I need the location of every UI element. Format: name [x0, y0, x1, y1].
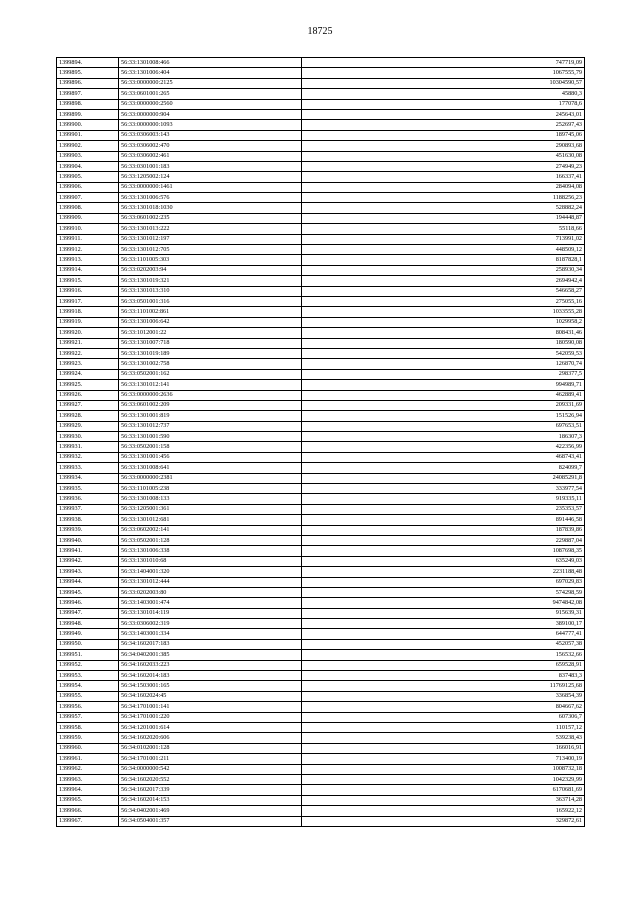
row-number-cell: 1399939.: [57, 525, 119, 535]
cadastral-value-cell: 539238,43: [302, 733, 585, 743]
cadastral-number-cell: 56:33:1101002:861: [119, 307, 302, 317]
cadastral-value-cell: 2231188,48: [302, 567, 585, 577]
row-number-cell: 1399966.: [57, 806, 119, 816]
table-row: [57, 733, 585, 743]
table-row: [57, 68, 585, 78]
cadastral-value-cell: 837483,3: [302, 671, 585, 681]
row-number-cell: 1399940.: [57, 535, 119, 545]
cadastral-number-cell: 56:33:0000000:1093: [119, 120, 302, 130]
row-number-cell: 1399950.: [57, 639, 119, 649]
cadastral-value-cell: 110157,12: [302, 723, 585, 733]
row-number-cell: 1399903.: [57, 151, 119, 161]
cadastral-number-cell: 56:34:1201001:614: [119, 723, 302, 733]
row-number-cell: 1399951.: [57, 650, 119, 660]
row-number-cell: 1399957.: [57, 712, 119, 722]
cadastral-value-cell: 994989,71: [302, 380, 585, 390]
cadastral-number-cell: 56:33:0202003:94: [119, 265, 302, 275]
cadastral-number-cell: 56:33:1301019:321: [119, 276, 302, 286]
table-row: [57, 245, 585, 255]
cadastral-number-cell: 56:33:1205001:361: [119, 504, 302, 514]
row-number-cell: 1399938.: [57, 515, 119, 525]
row-number-cell: 1399946.: [57, 598, 119, 608]
table-row: [57, 78, 585, 88]
cadastral-value-cell: 1188256,23: [302, 193, 585, 203]
cadastral-number-cell: 56:33:1301001:819: [119, 411, 302, 421]
cadastral-value-cell: 6170681,69: [302, 785, 585, 795]
cadastral-value-table: [56, 57, 585, 827]
table-row: [57, 120, 585, 130]
cadastral-number-cell: 56:33:0306003:143: [119, 130, 302, 140]
table-row: [57, 660, 585, 670]
cadastral-value-cell: 24085291,8: [302, 473, 585, 483]
cadastral-number-cell: 56:33:0502001:128: [119, 535, 302, 545]
table-row: [57, 764, 585, 774]
row-number-cell: 1399926.: [57, 390, 119, 400]
row-number-cell: 1399897.: [57, 89, 119, 99]
cadastral-number-cell: 56:34:0402001:469: [119, 806, 302, 816]
table-row: [57, 587, 585, 597]
cadastral-value-cell: 290893,68: [302, 141, 585, 151]
cadastral-number-cell: 56:33:1301012:737: [119, 421, 302, 431]
table-row: [57, 442, 585, 452]
table-row: [57, 130, 585, 140]
cadastral-value-cell: 644777,41: [302, 629, 585, 639]
cadastral-number-cell: 56:33:0306002:470: [119, 141, 302, 151]
table-row: [57, 598, 585, 608]
cadastral-value-cell: 713400,19: [302, 754, 585, 764]
cadastral-value-cell: 126870,74: [302, 359, 585, 369]
cadastral-value-cell: 1067555,79: [302, 68, 585, 78]
cadastral-value-cell: 186307,3: [302, 432, 585, 442]
cadastral-value-cell: 284094,08: [302, 182, 585, 192]
table-row: [57, 421, 585, 431]
row-number-cell: 1399910.: [57, 224, 119, 234]
cadastral-value-cell: 1087698,35: [302, 546, 585, 556]
table-row: [57, 525, 585, 535]
cadastral-value-cell: 11769125,68: [302, 681, 585, 691]
table-row: [57, 99, 585, 109]
table-row: [57, 296, 585, 306]
cadastral-number-cell: 56:34:1602017:339: [119, 785, 302, 795]
cadastral-value-cell: 542059,53: [302, 348, 585, 358]
cadastral-number-cell: 56:33:0000000:1461: [119, 182, 302, 192]
row-number-cell: 1399896.: [57, 78, 119, 88]
cadastral-number-cell: 56:33:1012001:22: [119, 328, 302, 338]
row-number-cell: 1399960.: [57, 743, 119, 753]
table-row: [57, 619, 585, 629]
table-row: [57, 535, 585, 545]
cadastral-value-cell: 468743,41: [302, 452, 585, 462]
table-row: [57, 213, 585, 223]
cadastral-value-cell: 229887,04: [302, 535, 585, 545]
table-row: [57, 161, 585, 171]
cadastral-number-cell: 56:33:1205002:124: [119, 172, 302, 182]
cadastral-number-cell: 56:33:0501001:316: [119, 296, 302, 306]
table-row: [57, 265, 585, 275]
cadastral-number-cell: 56:34:1503001:165: [119, 681, 302, 691]
cadastral-value-cell: 697653,51: [302, 421, 585, 431]
row-number-cell: 1399900.: [57, 120, 119, 130]
cadastral-value-cell: 180590,08: [302, 338, 585, 348]
row-number-cell: 1399956.: [57, 702, 119, 712]
table-row: [57, 629, 585, 639]
cadastral-value-cell: 891446,58: [302, 515, 585, 525]
cadastral-number-cell: 56:33:1301002:758: [119, 359, 302, 369]
row-number-cell: 1399944.: [57, 577, 119, 587]
cadastral-number-cell: 56:33:1301012:197: [119, 234, 302, 244]
row-number-cell: 1399935.: [57, 484, 119, 494]
row-number-cell: 1399904.: [57, 161, 119, 171]
row-number-cell: 1399908.: [57, 203, 119, 213]
table-row: [57, 224, 585, 234]
row-number-cell: 1399894.: [57, 58, 119, 68]
row-number-cell: 1399933.: [57, 463, 119, 473]
cadastral-number-cell: 56:33:1301013:310: [119, 286, 302, 296]
cadastral-number-cell: 56:33:1301001:456: [119, 452, 302, 462]
row-number-cell: 1399927.: [57, 400, 119, 410]
cadastral-number-cell: 56:34:1701001:141: [119, 702, 302, 712]
table-row: [57, 369, 585, 379]
cadastral-number-cell: 56:34:1602024:45: [119, 691, 302, 701]
cadastral-number-cell: 56:33:0502001:162: [119, 369, 302, 379]
cadastral-number-cell: 56:33:0000000:2560: [119, 99, 302, 109]
table-row: [57, 556, 585, 566]
cadastral-number-cell: 56:33:0202003:80: [119, 587, 302, 597]
row-number-cell: 1399922.: [57, 348, 119, 358]
cadastral-value-cell: 245643,01: [302, 109, 585, 119]
table-row: [57, 515, 585, 525]
table-row: [57, 359, 585, 369]
table-row: [57, 577, 585, 587]
row-number-cell: 1399932.: [57, 452, 119, 462]
cadastral-value-cell: 1008732,18: [302, 764, 585, 774]
cadastral-value-cell: 607306,7: [302, 712, 585, 722]
cadastral-value-cell: 528882,24: [302, 203, 585, 213]
row-number-cell: 1399911.: [57, 234, 119, 244]
cadastral-number-cell: 56:33:1301006:338: [119, 546, 302, 556]
cadastral-value-cell: 824099,7: [302, 463, 585, 473]
cadastral-value-cell: 713991,02: [302, 234, 585, 244]
table-row: [57, 234, 585, 244]
cadastral-number-cell: 56:34:1602033:223: [119, 660, 302, 670]
cadastral-number-cell: 56:34:1701001:211: [119, 754, 302, 764]
table-row: [57, 400, 585, 410]
cadastral-value-cell: 177078,6: [302, 99, 585, 109]
cadastral-value-cell: 635249,03: [302, 556, 585, 566]
row-number-cell: 1399924.: [57, 369, 119, 379]
row-number-cell: 1399899.: [57, 109, 119, 119]
table-row: [57, 432, 585, 442]
cadastral-number-cell: 56:34:0000000:542: [119, 764, 302, 774]
cadastral-value-cell: 574298,59: [302, 587, 585, 597]
row-number-cell: 1399961.: [57, 754, 119, 764]
cadastral-number-cell: 56:33:0601002:235: [119, 213, 302, 223]
table-row: [57, 650, 585, 660]
row-number-cell: 1399925.: [57, 380, 119, 390]
cadastral-value-cell: 1029958,2: [302, 317, 585, 327]
cadastral-number-cell: 56:33:1301006:576: [119, 193, 302, 203]
table-row: [57, 411, 585, 421]
table-row: [57, 317, 585, 327]
cadastral-value-cell: 187839,86: [302, 525, 585, 535]
table-row: [57, 286, 585, 296]
table-row: [57, 671, 585, 681]
row-number-cell: 1399914.: [57, 265, 119, 275]
row-number-cell: 1399965.: [57, 795, 119, 805]
cadastral-number-cell: 56:33:1301001:590: [119, 432, 302, 442]
cadastral-number-cell: 56:33:1301006:642: [119, 317, 302, 327]
cadastral-value-cell: 336854,39: [302, 691, 585, 701]
cadastral-number-cell: 56:33:1301006:404: [119, 68, 302, 78]
cadastral-value-cell: 274949,23: [302, 161, 585, 171]
table-row: [57, 743, 585, 753]
cadastral-number-cell: 56:33:1301008:466: [119, 58, 302, 68]
cadastral-value-cell: 298377,5: [302, 369, 585, 379]
table-row: [57, 463, 585, 473]
table-row: [57, 348, 585, 358]
row-number-cell: 1399930.: [57, 432, 119, 442]
cadastral-value-cell: 329872,61: [302, 816, 585, 826]
cadastral-value-cell: 166337,41: [302, 172, 585, 182]
row-number-cell: 1399952.: [57, 660, 119, 670]
table-row: [57, 754, 585, 764]
cadastral-number-cell: 56:33:1301012:681: [119, 515, 302, 525]
cadastral-number-cell: 56:33:1301014:119: [119, 608, 302, 618]
cadastral-value-cell: 166016,91: [302, 743, 585, 753]
table-row: [57, 328, 585, 338]
row-number-cell: 1399920.: [57, 328, 119, 338]
table-row: [57, 484, 585, 494]
cadastral-value-cell: 252697,43: [302, 120, 585, 130]
cadastral-value-cell: 451630,08: [302, 151, 585, 161]
cadastral-value-cell: 10304590,57: [302, 78, 585, 88]
cadastral-value-cell: 194448,87: [302, 213, 585, 223]
row-number-cell: 1399958.: [57, 723, 119, 733]
cadastral-value-cell: 697029,83: [302, 577, 585, 587]
row-number-cell: 1399902.: [57, 141, 119, 151]
row-number-cell: 1399934.: [57, 473, 119, 483]
table-row: [57, 567, 585, 577]
cadastral-number-cell: 56:33:1301010:68: [119, 556, 302, 566]
row-number-cell: 1399906.: [57, 182, 119, 192]
table-row: [57, 307, 585, 317]
cadastral-number-cell: 56:33:1301019:189: [119, 348, 302, 358]
row-number-cell: 1399915.: [57, 276, 119, 286]
cadastral-value-cell: 235353,57: [302, 504, 585, 514]
cadastral-value-cell: 422356,99: [302, 442, 585, 452]
row-number-cell: 1399928.: [57, 411, 119, 421]
cadastral-number-cell: 56:33:1101005:238: [119, 484, 302, 494]
row-number-cell: 1399948.: [57, 619, 119, 629]
row-number-cell: 1399967.: [57, 816, 119, 826]
cadastral-number-cell: 56:33:0000000:2125: [119, 78, 302, 88]
cadastral-value-cell: 165922,12: [302, 806, 585, 816]
row-number-cell: 1399909.: [57, 213, 119, 223]
row-number-cell: 1399955.: [57, 691, 119, 701]
row-number-cell: 1399919.: [57, 317, 119, 327]
cadastral-value-cell: 333977,54: [302, 484, 585, 494]
cadastral-value-cell: 363714,28: [302, 795, 585, 805]
cadastral-number-cell: 56:34:0102001:128: [119, 743, 302, 753]
table-row: [57, 795, 585, 805]
cadastral-value-cell: 919335,11: [302, 494, 585, 504]
cadastral-value-cell: 808431,46: [302, 328, 585, 338]
table-row: [57, 494, 585, 504]
cadastral-number-cell: 56:33:1301012:141: [119, 380, 302, 390]
cadastral-number-cell: 56:33:1101005:303: [119, 255, 302, 265]
table-row: [57, 141, 585, 151]
row-number-cell: 1399913.: [57, 255, 119, 265]
row-number-cell: 1399936.: [57, 494, 119, 504]
cadastral-value-cell: 546658,27: [302, 286, 585, 296]
table-row: [57, 681, 585, 691]
cadastral-number-cell: 56:33:1301008:133: [119, 494, 302, 504]
row-number-cell: 1399963.: [57, 774, 119, 784]
cadastral-value-cell: 448509,12: [302, 245, 585, 255]
cadastral-number-cell: 56:33:0601001:265: [119, 89, 302, 99]
table-row: [57, 203, 585, 213]
table-row: [57, 723, 585, 733]
row-number-cell: 1399923.: [57, 359, 119, 369]
table-row: [57, 691, 585, 701]
cadastral-value-cell: 747719,09: [302, 58, 585, 68]
table-row: [57, 89, 585, 99]
row-number-cell: 1399954.: [57, 681, 119, 691]
table-row: [57, 546, 585, 556]
row-number-cell: 1399931.: [57, 442, 119, 452]
row-number-cell: 1399964.: [57, 785, 119, 795]
cadastral-value-cell: 55118,66: [302, 224, 585, 234]
cadastral-value-cell: 915639,31: [302, 608, 585, 618]
cadastral-number-cell: 56:34:1602020:606: [119, 733, 302, 743]
cadastral-value-cell: 151526,94: [302, 411, 585, 421]
row-number-cell: 1399918.: [57, 307, 119, 317]
row-number-cell: 1399898.: [57, 99, 119, 109]
cadastral-number-cell: 56:33:1301018:1030: [119, 203, 302, 213]
row-number-cell: 1399962.: [57, 764, 119, 774]
cadastral-value-cell: 209331,69: [302, 400, 585, 410]
row-number-cell: 1399959.: [57, 733, 119, 743]
row-number-cell: 1399943.: [57, 567, 119, 577]
table-row: [57, 338, 585, 348]
cadastral-number-cell: 56:33:1301007:718: [119, 338, 302, 348]
cadastral-number-cell: 56:33:0602002:141: [119, 525, 302, 535]
cadastral-number-cell: 56:34:1602014:183: [119, 671, 302, 681]
table-row: [57, 452, 585, 462]
cadastral-number-cell: 56:33:1403001:474: [119, 598, 302, 608]
row-number-cell: 1399907.: [57, 193, 119, 203]
row-number-cell: 1399953.: [57, 671, 119, 681]
cadastral-value-cell: 659528,91: [302, 660, 585, 670]
page-number: 18725: [307, 26, 333, 37]
row-number-cell: 1399917.: [57, 296, 119, 306]
row-number-cell: 1399916.: [57, 286, 119, 296]
cadastral-number-cell: 56:33:0000000:2381: [119, 473, 302, 483]
table-row: [57, 276, 585, 286]
table-row: [57, 58, 585, 68]
row-number-cell: 1399937.: [57, 504, 119, 514]
cadastral-number-cell: 56:33:0601002:209: [119, 400, 302, 410]
table-row: [57, 806, 585, 816]
cadastral-value-cell: 452057,38: [302, 639, 585, 649]
table-row: [57, 172, 585, 182]
table-row: [57, 504, 585, 514]
cadastral-number-cell: 56:33:0306002:319: [119, 619, 302, 629]
row-number-cell: 1399945.: [57, 587, 119, 597]
table-row: [57, 608, 585, 618]
cadastral-value-cell: 275055,16: [302, 296, 585, 306]
row-number-cell: 1399905.: [57, 172, 119, 182]
cadastral-number-cell: 56:33:1301013:222: [119, 224, 302, 234]
cadastral-number-cell: 56:33:0000000:2636: [119, 390, 302, 400]
table-row: [57, 182, 585, 192]
table-body: [57, 58, 585, 827]
cadastral-number-cell: 56:34:0402001:385: [119, 650, 302, 660]
cadastral-value-cell: 45880,3: [302, 89, 585, 99]
cadastral-number-cell: 56:33:1404001:320: [119, 567, 302, 577]
cadastral-number-cell: 56:33:0306002:461: [119, 151, 302, 161]
cadastral-number-cell: 56:33:1403001:334: [119, 629, 302, 639]
table-row: [57, 390, 585, 400]
cadastral-number-cell: 56:33:1301012:705: [119, 245, 302, 255]
cadastral-value-cell: 389100,17: [302, 619, 585, 629]
cadastral-value-cell: 2694942,4: [302, 276, 585, 286]
cadastral-number-cell: 56:34:1701001:220: [119, 712, 302, 722]
cadastral-value-cell: 462889,41: [302, 390, 585, 400]
table-row: [57, 473, 585, 483]
cadastral-number-cell: 56:33:1301008:641: [119, 463, 302, 473]
row-number-cell: 1399942.: [57, 556, 119, 566]
cadastral-value-cell: 189745,06: [302, 130, 585, 140]
row-number-cell: 1399949.: [57, 629, 119, 639]
table-row: [57, 774, 585, 784]
cadastral-number-cell: 56:33:0000000:904: [119, 109, 302, 119]
cadastral-value-cell: 1033555,28: [302, 307, 585, 317]
row-number-cell: 1399929.: [57, 421, 119, 431]
table-row: [57, 702, 585, 712]
cadastral-value-cell: 258930,34: [302, 265, 585, 275]
cadastral-number-cell: 56:33:0301001:183: [119, 161, 302, 171]
table-row: [57, 151, 585, 161]
cadastral-value-cell: 9474842,08: [302, 598, 585, 608]
table-row: [57, 712, 585, 722]
cadastral-number-cell: 56:33:1301012:444: [119, 577, 302, 587]
row-number-cell: 1399912.: [57, 245, 119, 255]
row-number-cell: 1399921.: [57, 338, 119, 348]
row-number-cell: 1399901.: [57, 130, 119, 140]
table-row: [57, 639, 585, 649]
cadastral-number-cell: 56:34:1602020:552: [119, 774, 302, 784]
cadastral-value-cell: 1042329,99: [302, 774, 585, 784]
cadastral-number-cell: 56:33:0502001:158: [119, 442, 302, 452]
cadastral-value-cell: 8187828,1: [302, 255, 585, 265]
cadastral-number-cell: 56:34:1602014:153: [119, 795, 302, 805]
table-row: [57, 785, 585, 795]
row-number-cell: 1399895.: [57, 68, 119, 78]
cadastral-value-cell: 804667,62: [302, 702, 585, 712]
table-row: [57, 255, 585, 265]
table-row: [57, 193, 585, 203]
row-number-cell: 1399947.: [57, 608, 119, 618]
table-row: [57, 816, 585, 826]
table-row: [57, 380, 585, 390]
cadastral-number-cell: 56:34:1602017:183: [119, 639, 302, 649]
row-number-cell: 1399941.: [57, 546, 119, 556]
cadastral-value-cell: 156532,66: [302, 650, 585, 660]
cadastral-number-cell: 56:34:0504001:357: [119, 816, 302, 826]
table-row: [57, 109, 585, 119]
